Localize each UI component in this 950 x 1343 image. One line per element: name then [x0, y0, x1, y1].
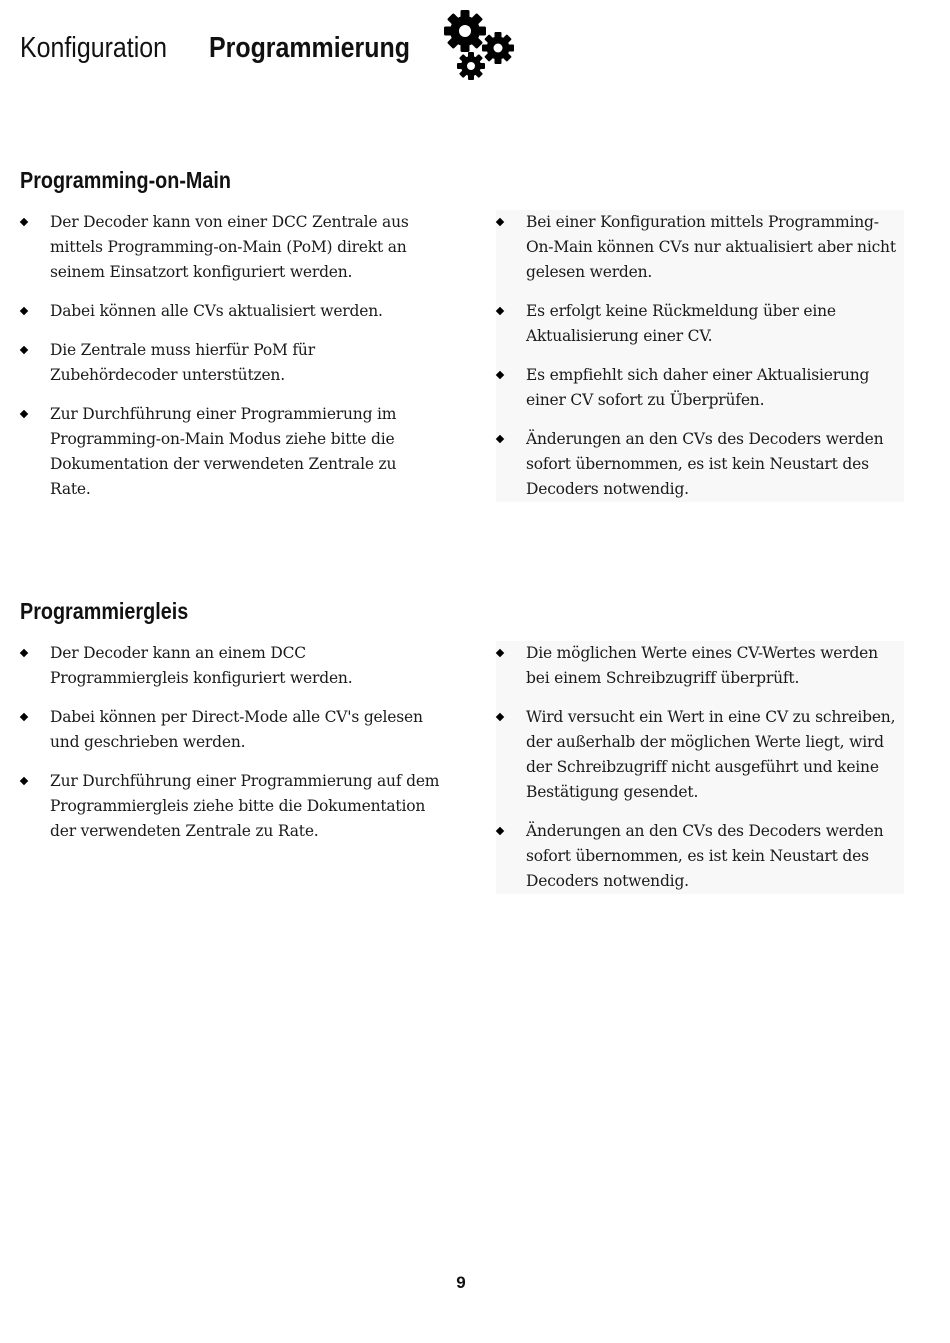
large-gear	[444, 10, 486, 52]
list-item: Dabei können alle CVs aktualisiert werden.	[20, 299, 440, 324]
list-item: Zur Durchführung einer Programmierung im Programming-on-Main Modus ziehe bitte die Dokumentation der verwendeten Zentrale zu Rate.	[20, 402, 440, 502]
bullet-diamond-icon	[496, 649, 504, 657]
page-title: Programmierung	[209, 32, 410, 64]
list-item: Wird versucht ein Wert in eine CV zu schreiben, der außerhalb der möglichen Werte liegt, wird der Schreibzugriff nicht ausgeführt und keine Bestätigung gesendet.	[496, 705, 904, 805]
bullet-diamond-icon	[496, 371, 504, 379]
list-item: Bei einer Konfiguration mittels Programming-On-Main können CVs nur aktualisiert aber nicht gelesen werden.	[496, 210, 904, 285]
section-title-programmiergleis: Programmiergleis	[20, 598, 189, 624]
list-item: Der Decoder kann von einer DCC Zentrale aus mittels Programming-on-Main (PoM) direkt an seinem Einsatzort konfiguriert werden.	[20, 210, 440, 285]
list-item: Zur Durchführung einer Programmierung auf dem Programmiergleis ziehe bitte die Dokumentation der verwendeten Zentrale zu Rate.	[20, 769, 440, 844]
bullet-diamond-icon	[20, 307, 28, 315]
list-item: Änderungen an den CVs des Decoders werden sofort übernommen, es ist kein Neustart des Decoders notwendig.	[496, 819, 904, 894]
list-item: Es empfiehlt sich daher einer Aktualisierung einer CV sofort zu Überprüfen.	[496, 363, 904, 413]
bullet-diamond-icon	[20, 410, 28, 418]
list-item: Die Zentrale muss hierfür PoM für Zubehördecoder unterstützen.	[20, 338, 440, 388]
gears-icon	[440, 6, 542, 90]
bullet-diamond-icon	[496, 218, 504, 226]
list-item: Der Decoder kann an einem DCC Programmiergleis konfiguriert werden.	[20, 641, 440, 691]
pom-right-column	[496, 210, 904, 502]
bullet-diamond-icon	[496, 307, 504, 315]
section-title-programming-on-main: Programming-on-Main	[20, 167, 231, 193]
programmiergleis-left-column	[20, 641, 440, 844]
list-item: Dabei können per Direct-Mode alle CV's gelesen und geschrieben werden.	[20, 705, 440, 755]
bullet-diamond-icon	[20, 649, 28, 657]
bullet-diamond-icon	[20, 777, 28, 785]
bullet-diamond-icon	[496, 713, 504, 721]
list-item: Es erfolgt keine Rückmeldung über eine Aktualisierung einer CV.	[496, 299, 904, 349]
bullet-diamond-icon	[20, 346, 28, 354]
small-gear	[457, 52, 485, 80]
bullet-diamond-icon	[496, 827, 504, 835]
bullet-diamond-icon	[20, 218, 28, 226]
breadcrumb: Konfiguration	[20, 32, 167, 64]
programmiergleis-right-column	[496, 641, 904, 894]
page-number: 9	[456, 1273, 466, 1292]
bullet-diamond-icon	[20, 713, 28, 721]
list-item: Änderungen an den CVs des Decoders werden sofort übernommen, es ist kein Neustart des Decoders notwendig.	[496, 427, 904, 502]
pom-left-column	[20, 210, 440, 502]
list-item: Die möglichen Werte eines CV-Wertes werden bei einem Schreibzugriff überprüft.	[496, 641, 904, 691]
page-header	[20, 30, 620, 70]
medium-gear	[482, 32, 514, 64]
bullet-diamond-icon	[496, 435, 504, 443]
